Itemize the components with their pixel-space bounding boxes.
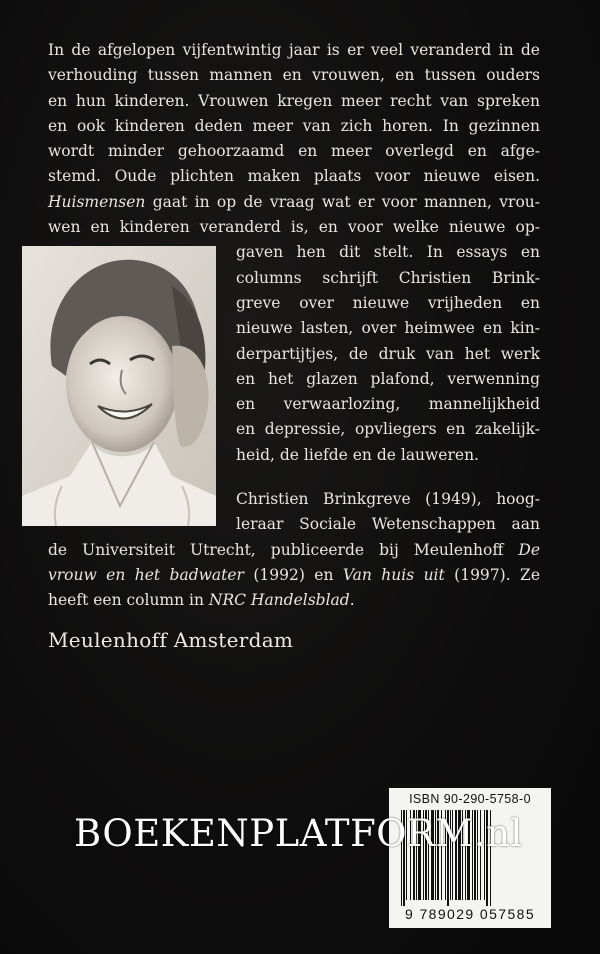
blurb-line: In de afgelopen vijfentwintig jaar is er veel veranderd in de [48, 41, 540, 59]
book-title: Huismensen [48, 192, 146, 211]
barcode [389, 788, 551, 928]
book-title: vrouw en het badwater [48, 565, 244, 584]
bio-line [48, 538, 540, 563]
bio-line: leraar Sociale Wetenschappen aan [236, 515, 540, 534]
book-title: De [518, 540, 540, 559]
blurb-line: en ook kinderen deden meer van zich horen. In gezinnen [48, 116, 540, 135]
watermark: BOEKENPLATFORM.nl [74, 812, 523, 855]
bio-text: de Universiteit Utrecht, publiceerde bij Meulenhoff [48, 540, 519, 559]
bio-line: Christien Brinkgreve (1949), hoog- [236, 490, 540, 508]
blurb-line: en hun kinderen. Vrouwen kregen meer recht van spreken [48, 91, 540, 110]
blurb-line: en het glazen plafond, verwenning [236, 369, 540, 388]
blurb-line: heid, de liefde en de lauweren. [236, 445, 479, 464]
blurb-line: wen en kinderen veranderd is, en voor welke nieuwe op- [48, 218, 540, 237]
blurb-line: wordt minder gehoorzaamd en meer overlegd en afge- [48, 142, 540, 161]
blurb-line-rest: gaat in op de vraag wat er voor mannen, vrou- [145, 192, 540, 211]
bio-text: (1992) en [243, 565, 343, 584]
blurb-line: nieuwe lasten, over heimwee en kin- [236, 319, 540, 338]
isbn-number: ISBN 90-290-5758-0 [409, 792, 531, 806]
author-bio [48, 487, 540, 613]
blurb-line [48, 190, 540, 215]
blurb-line: en verwaarlozing, mannelijkheid [236, 395, 540, 414]
publisher-name: Meulenhoff Amsterdam [48, 628, 294, 652]
blurb-line: en depressie, opvliegers en zakelijk- [236, 420, 540, 439]
blurb-line: derpartijtjes, de druk van het werk [236, 344, 540, 363]
bio-text: heeft een column in [48, 591, 209, 610]
bio-text: (1997). Ze [444, 565, 540, 584]
bio-line [48, 563, 540, 588]
bio-text: . [349, 591, 355, 610]
blurb-line: verhouding tussen mannen en vrouwen, en tussen ouders [48, 66, 540, 85]
blurb-line: columns schrijft Christien Brink- [236, 268, 540, 287]
blurb-line: gaven hen dit stelt. In essays en [236, 243, 540, 262]
bio-line [48, 588, 540, 613]
book-title: Van huis uit [342, 565, 445, 584]
blurb-line: stemd. Oude plichten maken plaats voor nieuwe eisen. [48, 167, 540, 186]
blurb-line: greve over nieuwe vrijheden en [236, 293, 540, 312]
ean-number: 9 789029 057585 [405, 906, 535, 922]
author-photo [22, 246, 216, 526]
newspaper-name: NRC Handelsblad [208, 591, 350, 610]
